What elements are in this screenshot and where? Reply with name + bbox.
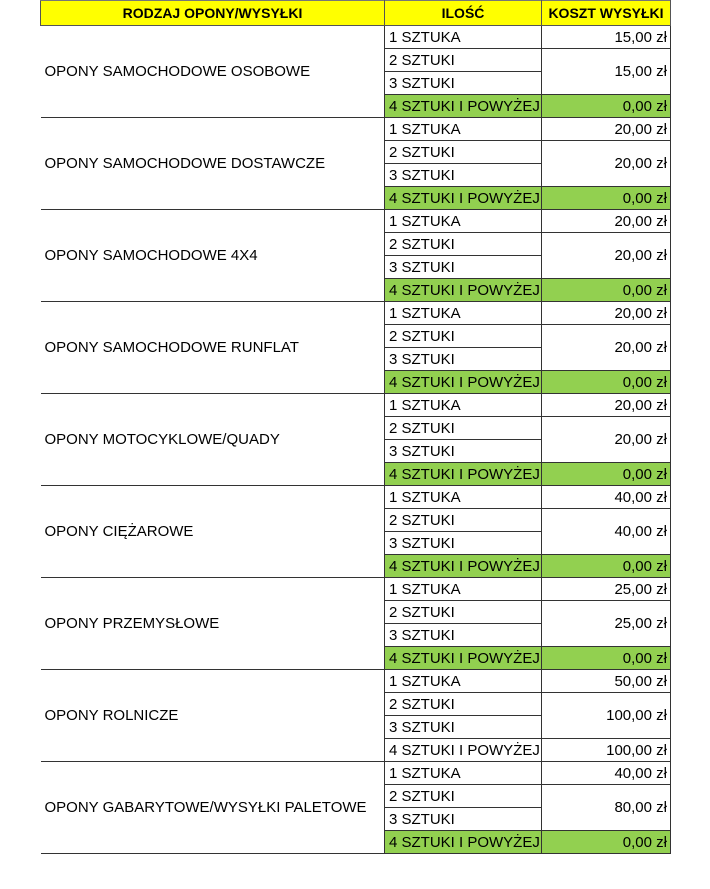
quantity-cell: 1 SZTUKA <box>385 118 542 141</box>
quantity-cell: 1 SZTUKA <box>385 302 542 325</box>
cost-cell-2-3-pieces: 100,00 zł <box>542 693 671 739</box>
cost-cell-2-3-pieces: 20,00 zł <box>542 141 671 187</box>
tire-type-cell: OPONY MOTOCYKLOWE/QUADY <box>41 394 385 486</box>
cost-cell-4-plus-pieces: 0,00 zł <box>542 555 671 578</box>
quantity-cell: 4 SZTUKI I POWYŻEJ <box>385 279 542 302</box>
cost-cell-2-3-pieces: 80,00 zł <box>542 785 671 831</box>
table-row <box>41 26 671 49</box>
cost-cell-1-piece: 20,00 zł <box>542 210 671 233</box>
quantity-cell: 2 SZTUKI <box>385 785 542 808</box>
quantity-cell: 4 SZTUKI I POWYŻEJ <box>385 371 542 394</box>
cost-cell-1-piece: 15,00 zł <box>542 26 671 49</box>
tire-type-cell: OPONY SAMOCHODOWE OSOBOWE <box>41 26 385 118</box>
cost-cell-1-piece: 20,00 zł <box>542 302 671 325</box>
cost-cell-1-piece: 40,00 zł <box>542 486 671 509</box>
cost-cell-1-piece: 20,00 zł <box>542 394 671 417</box>
cost-cell-4-plus-pieces: 0,00 zł <box>542 95 671 118</box>
table-row <box>41 302 671 325</box>
quantity-cell: 2 SZTUKI <box>385 49 542 72</box>
quantity-cell: 3 SZTUKI <box>385 256 542 279</box>
tire-type-cell: OPONY PRZEMYSŁOWE <box>41 578 385 670</box>
quantity-cell: 1 SZTUKA <box>385 486 542 509</box>
cost-cell-4-plus-pieces: 0,00 zł <box>542 831 671 854</box>
table-row <box>41 762 671 785</box>
quantity-cell: 1 SZTUKA <box>385 670 542 693</box>
header-row <box>41 1 671 26</box>
quantity-cell: 4 SZTUKI I POWYŻEJ <box>385 187 542 210</box>
cost-cell-1-piece: 20,00 zł <box>542 118 671 141</box>
tire-type-cell: OPONY ROLNICZE <box>41 670 385 762</box>
cost-cell-2-3-pieces: 20,00 zł <box>542 325 671 371</box>
table-row <box>41 394 671 417</box>
quantity-cell: 2 SZTUKI <box>385 325 542 348</box>
cost-cell-4-plus-pieces: 0,00 zł <box>542 371 671 394</box>
quantity-cell: 4 SZTUKI I POWYŻEJ <box>385 555 542 578</box>
cost-cell-2-3-pieces: 20,00 zł <box>542 233 671 279</box>
table-row <box>41 578 671 601</box>
quantity-cell: 1 SZTUKA <box>385 210 542 233</box>
quantity-cell: 3 SZTUKI <box>385 532 542 555</box>
cost-cell-4-plus-pieces: 0,00 zł <box>542 647 671 670</box>
quantity-cell: 3 SZTUKI <box>385 440 542 463</box>
quantity-cell: 3 SZTUKI <box>385 808 542 831</box>
table-row <box>41 210 671 233</box>
quantity-cell: 3 SZTUKI <box>385 164 542 187</box>
quantity-cell: 3 SZTUKI <box>385 716 542 739</box>
header-type: RODZAJ OPONY/WYSYŁKI <box>41 1 385 26</box>
tire-type-cell: OPONY SAMOCHODOWE RUNFLAT <box>41 302 385 394</box>
quantity-cell: 2 SZTUKI <box>385 417 542 440</box>
header-quantity: ILOŚĆ <box>385 1 542 26</box>
tire-type-cell: OPONY SAMOCHODOWE 4X4 <box>41 210 385 302</box>
table-row <box>41 118 671 141</box>
quantity-cell: 4 SZTUKI I POWYŻEJ <box>385 831 542 854</box>
quantity-cell: 1 SZTUKA <box>385 578 542 601</box>
quantity-cell: 4 SZTUKI I POWYŻEJ <box>385 739 542 762</box>
cost-cell-2-3-pieces: 20,00 zł <box>542 417 671 463</box>
shipping-cost-table <box>40 0 671 854</box>
tire-type-cell: OPONY GABARYTOWE/WYSYŁKI PALETOWE <box>41 762 385 854</box>
quantity-cell: 1 SZTUKA <box>385 762 542 785</box>
cost-cell-4-plus-pieces: 0,00 zł <box>542 279 671 302</box>
quantity-cell: 2 SZTUKI <box>385 601 542 624</box>
quantity-cell: 3 SZTUKI <box>385 72 542 95</box>
header-cost: KOSZT WYSYŁKI <box>542 1 671 26</box>
cost-cell-1-piece: 40,00 zł <box>542 762 671 785</box>
cost-cell-4-plus-pieces: 100,00 zł <box>542 739 671 762</box>
quantity-cell: 3 SZTUKI <box>385 624 542 647</box>
quantity-cell: 1 SZTUKA <box>385 394 542 417</box>
tire-type-cell: OPONY CIĘŻAROWE <box>41 486 385 578</box>
table-row <box>41 486 671 509</box>
table-body <box>41 26 671 854</box>
cost-cell-2-3-pieces: 40,00 zł <box>542 509 671 555</box>
quantity-cell: 2 SZTUKI <box>385 509 542 532</box>
cost-cell-2-3-pieces: 15,00 zł <box>542 49 671 95</box>
quantity-cell: 2 SZTUKI <box>385 141 542 164</box>
quantity-cell: 1 SZTUKA <box>385 26 542 49</box>
quantity-cell: 4 SZTUKI I POWYŻEJ <box>385 647 542 670</box>
quantity-cell: 4 SZTUKI I POWYŻEJ <box>385 95 542 118</box>
cost-cell-1-piece: 25,00 zł <box>542 578 671 601</box>
quantity-cell: 2 SZTUKI <box>385 693 542 716</box>
quantity-cell: 4 SZTUKI I POWYŻEJ <box>385 463 542 486</box>
tire-type-cell: OPONY SAMOCHODOWE DOSTAWCZE <box>41 118 385 210</box>
cost-cell-2-3-pieces: 25,00 zł <box>542 601 671 647</box>
cost-cell-4-plus-pieces: 0,00 zł <box>542 187 671 210</box>
cost-cell-4-plus-pieces: 0,00 zł <box>542 463 671 486</box>
table-row <box>41 670 671 693</box>
cost-cell-1-piece: 50,00 zł <box>542 670 671 693</box>
quantity-cell: 3 SZTUKI <box>385 348 542 371</box>
quantity-cell: 2 SZTUKI <box>385 233 542 256</box>
